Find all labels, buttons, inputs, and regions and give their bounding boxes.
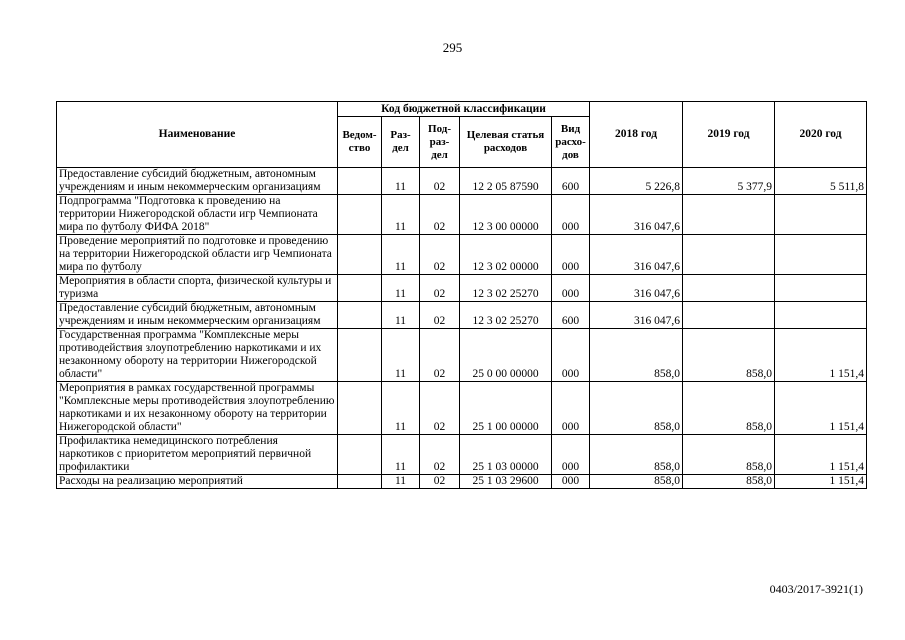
row-2020 bbox=[775, 275, 867, 302]
row-name: Профилактика немедицинского потребления наркотиков с приоритетом мероприятий первичной профилактики bbox=[57, 435, 338, 475]
row-podrazdel: 02 bbox=[420, 382, 460, 435]
row-vid: 600 bbox=[552, 302, 590, 329]
header-vid: Вид расхо-дов bbox=[552, 117, 590, 168]
row-2019 bbox=[683, 235, 775, 275]
row-vedomstvo bbox=[338, 382, 382, 435]
row-2020 bbox=[775, 302, 867, 329]
row-2019 bbox=[683, 195, 775, 235]
row-vid: 600 bbox=[552, 168, 590, 195]
header-celevaya: Целевая статья расходов bbox=[460, 117, 552, 168]
row-vid: 000 bbox=[552, 195, 590, 235]
row-2020: 5 511,8 bbox=[775, 168, 867, 195]
row-razdel: 11 bbox=[382, 382, 420, 435]
row-podrazdel: 02 bbox=[420, 275, 460, 302]
row-podrazdel: 02 bbox=[420, 475, 460, 489]
row-podrazdel: 02 bbox=[420, 329, 460, 382]
header-2020: 2020 год bbox=[775, 102, 867, 168]
table-row bbox=[57, 435, 867, 475]
row-2019: 858,0 bbox=[683, 382, 775, 435]
row-2020: 1 151,4 bbox=[775, 435, 867, 475]
header-2018: 2018 год bbox=[590, 102, 683, 168]
row-2019: 5 377,9 bbox=[683, 168, 775, 195]
row-celevaya: 12 3 02 25270 bbox=[460, 302, 552, 329]
row-name: Государственная программа "Комплексные меры противодействия злоупотреблению наркотиками и их незаконному обороту на территории Нижегородской области" bbox=[57, 329, 338, 382]
row-2018: 316 047,6 bbox=[590, 195, 683, 235]
header-code-group: Код бюджетной классификации bbox=[338, 102, 590, 117]
table-row bbox=[57, 275, 867, 302]
row-razdel: 11 bbox=[382, 475, 420, 489]
row-podrazdel: 02 bbox=[420, 435, 460, 475]
table-row bbox=[57, 302, 867, 329]
row-vedomstvo bbox=[338, 435, 382, 475]
table-row bbox=[57, 195, 867, 235]
row-celevaya: 25 1 03 00000 bbox=[460, 435, 552, 475]
row-name: Расходы на реализацию мероприятий bbox=[57, 475, 338, 489]
row-2019 bbox=[683, 302, 775, 329]
row-2018: 858,0 bbox=[590, 475, 683, 489]
row-2020 bbox=[775, 195, 867, 235]
row-podrazdel: 02 bbox=[420, 235, 460, 275]
row-2019 bbox=[683, 275, 775, 302]
row-podrazdel: 02 bbox=[420, 302, 460, 329]
row-vid: 000 bbox=[552, 382, 590, 435]
row-vid: 000 bbox=[552, 275, 590, 302]
row-celevaya: 12 2 05 87590 bbox=[460, 168, 552, 195]
table-row bbox=[57, 475, 867, 489]
row-vedomstvo bbox=[338, 275, 382, 302]
row-vid: 000 bbox=[552, 435, 590, 475]
row-celevaya: 12 3 02 00000 bbox=[460, 235, 552, 275]
row-razdel: 11 bbox=[382, 168, 420, 195]
budget-table bbox=[56, 101, 867, 489]
row-2020 bbox=[775, 235, 867, 275]
row-celevaya: 25 1 03 29600 bbox=[460, 475, 552, 489]
row-razdel: 11 bbox=[382, 235, 420, 275]
header-2019: 2019 год bbox=[683, 102, 775, 168]
row-razdel: 11 bbox=[382, 302, 420, 329]
row-razdel: 11 bbox=[382, 195, 420, 235]
row-vid: 000 bbox=[552, 329, 590, 382]
row-2019: 858,0 bbox=[683, 435, 775, 475]
row-celevaya: 25 0 00 00000 bbox=[460, 329, 552, 382]
header-razdel: Раз-дел bbox=[382, 117, 420, 168]
row-celevaya: 12 3 02 25270 bbox=[460, 275, 552, 302]
row-razdel: 11 bbox=[382, 435, 420, 475]
table-row bbox=[57, 235, 867, 275]
row-2018: 858,0 bbox=[590, 382, 683, 435]
row-2020: 1 151,4 bbox=[775, 329, 867, 382]
row-vedomstvo bbox=[338, 235, 382, 275]
table-row bbox=[57, 329, 867, 382]
row-name: Подпрограмма "Подготовка к проведению на территории Нижегородской области игр Чемпионата мира по футболу ФИФА 2018" bbox=[57, 195, 338, 235]
row-vedomstvo bbox=[338, 475, 382, 489]
header-vedomstvo: Ведом-ство bbox=[338, 117, 382, 168]
row-name: Предоставление субсидий бюджетным, автономным учреждениям и иным некоммерческим организациям bbox=[57, 302, 338, 329]
header-podrazdel: Под-раз-дел bbox=[420, 117, 460, 168]
row-celevaya: 12 3 00 00000 bbox=[460, 195, 552, 235]
row-2018: 858,0 bbox=[590, 329, 683, 382]
row-2019: 858,0 bbox=[683, 329, 775, 382]
row-celevaya: 25 1 00 00000 bbox=[460, 382, 552, 435]
table-row bbox=[57, 168, 867, 195]
row-name: Предоставление субсидий бюджетным, автономным учреждениям и иным некоммерческим организациям bbox=[57, 168, 338, 195]
row-2018: 316 047,6 bbox=[590, 302, 683, 329]
row-vid: 000 bbox=[552, 475, 590, 489]
row-vedomstvo bbox=[338, 195, 382, 235]
document-code: 0403/2017-3921(1) bbox=[769, 582, 863, 596]
row-2018: 316 047,6 bbox=[590, 235, 683, 275]
row-podrazdel: 02 bbox=[420, 195, 460, 235]
row-podrazdel: 02 bbox=[420, 168, 460, 195]
header-name: Наименование bbox=[57, 102, 338, 168]
row-2020: 1 151,4 bbox=[775, 475, 867, 489]
row-vedomstvo bbox=[338, 168, 382, 195]
row-razdel: 11 bbox=[382, 275, 420, 302]
row-2018: 5 226,8 bbox=[590, 168, 683, 195]
row-vedomstvo bbox=[338, 329, 382, 382]
table-row bbox=[57, 382, 867, 435]
row-2018: 316 047,6 bbox=[590, 275, 683, 302]
row-name: Мероприятия в рамках государственной программы "Комплексные меры противодействия злоупотреблению наркотиками и их незаконному обороту на территории Нижегородской области" bbox=[57, 382, 338, 435]
row-razdel: 11 bbox=[382, 329, 420, 382]
row-2018: 858,0 bbox=[590, 435, 683, 475]
row-vid: 000 bbox=[552, 235, 590, 275]
row-name: Мероприятия в области спорта, физической культуры и туризма bbox=[57, 275, 338, 302]
row-2019: 858,0 bbox=[683, 475, 775, 489]
page-number: 295 bbox=[442, 40, 463, 55]
row-vedomstvo bbox=[338, 302, 382, 329]
row-2020: 1 151,4 bbox=[775, 382, 867, 435]
row-name: Проведение мероприятий по подготовке и проведению на территории Нижегородской области игр Чемпионата мира по футболу bbox=[57, 235, 338, 275]
